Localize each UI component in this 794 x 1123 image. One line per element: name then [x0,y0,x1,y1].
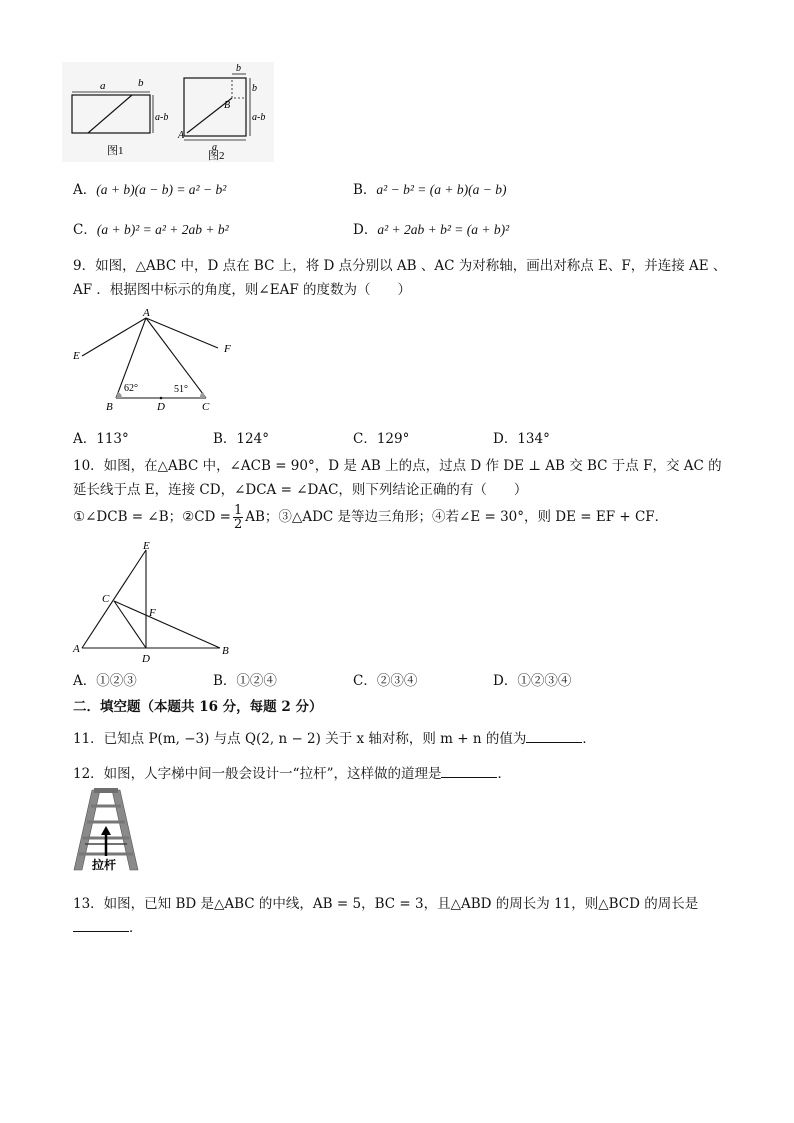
q9-option-c[interactable]: C．129° [353,431,410,447]
fig1-rect [72,95,150,133]
q13-stem-line2: ． [73,916,143,936]
q12-answer-blank[interactable] [441,765,497,778]
q9-option-d[interactable]: D．134° [493,431,550,447]
q10-option-d[interactable]: D．①②③④ [493,673,572,689]
figure-q8-svg [62,62,274,162]
fig2-label-B: B [224,100,231,111]
fig2-cut-square [232,78,246,98]
q10-label-D: D [142,653,150,665]
q10-label-F: F [149,607,156,619]
fig1-caption: 图1 [107,145,124,157]
q9-label-B: B [106,401,113,413]
q12-stem: 12．如图，人字梯中间一般会设计一“拉杆”，这样做的道理是 ． [73,766,511,782]
q10-stem-line1: 10．如图，在△ABC 中，∠ACB = 90°，D 是 AB 上的点，过点 D 作 DE ⊥ AB 交 BC 于点 F，交 AC 的 [73,458,722,474]
q13-answer-blank[interactable] [73,919,129,932]
q10-stem-line3: ①∠DCB = ∠B；②CD = $\frac{1}{2}$ AB；③△ADC 是等边三角形；④若∠E = 30°，则 DE = EF + CF． [73,503,669,532]
q9-label-A: A [143,307,150,319]
ladder-label: 拉杆 [92,858,117,872]
fig2-label-b-top: b [236,63,241,74]
q9-angle-B: 62° [124,383,138,394]
fig1-label-amb: a-b [155,112,169,123]
q10-option-a[interactable]: A．①②③ [73,673,137,689]
q8-option-c[interactable]: C．(a + b)² = a² + 2ab + b² [73,222,229,238]
ladder-image [70,786,142,874]
figure-q8 [62,62,274,162]
q9-label-C: C [202,401,210,413]
ladder-svg [70,786,142,874]
q9-label-F: F [224,343,231,355]
fig1-diagonal [88,95,132,133]
q11-stem: 11．已知点 P(m, −3) 与点 Q(2, n − 2) 关于 x 轴对称，则 m + n 的值为 ． [73,731,596,747]
q9-stem-line1: 9．如图，△ABC 中，D 点在 BC 上，将 D 点分别以 AB 、AC 为对称轴，画出对称点 E、F，并连接 AE 、 [73,258,727,274]
q9-label-E: E [73,350,80,362]
figure-q9 [70,306,250,416]
fig1-label-b: b [138,77,144,89]
section-heading-fill-in: 二．填空题（本题共 16 分，每题 2 分） [73,699,323,715]
q9-stem-line2: AF ．根据图中标示的角度，则∠EAF 的度数为（ ） [73,282,411,298]
q10-option-b[interactable]: B．①②④ [213,673,277,689]
fig2-label-a: a [212,142,217,153]
fig2-square [184,78,246,136]
q10-label-B: B [222,645,229,657]
fig2-label-A: A [178,130,185,141]
q8-option-a[interactable]: A．(a + b)(a − b) = a² − b² [73,182,227,198]
q8-option-b[interactable]: B．a² − b² = (a + b)(a − b) [353,182,507,198]
q10-option-c[interactable]: C．②③④ [353,673,418,689]
q9-angle-C: 51° [174,384,188,395]
q10-label-E: E [143,540,150,552]
q10-label-A: A [73,643,80,655]
q8-option-d[interactable]: D．a² + 2ab + b² = (a + b)² [353,222,510,238]
fig2-label-amb: a-b [252,112,266,123]
fig1-label-a: a [100,80,106,92]
fig2-label-b-right: b [252,83,257,94]
fraction-one-half: $\frac{1}{2}$ [233,503,243,532]
q10-stem-line2: 延长线于点 E，连接 CD，∠DCA = ∠DAC，则下列结论正确的有（ ） [73,482,528,498]
figure-q10-svg [70,538,240,666]
figure-q10 [70,538,240,666]
figure-q9-svg [70,306,250,416]
q9-option-a[interactable]: A．113° [73,431,129,447]
q10-label-C: C [102,593,110,605]
q13-stem-line1: 13．如图，已知 BD 是△ABC 的中线，AB = 5，BC = 3，且△ABD 的周长为 11，则△BCD 的周长是 [73,896,699,912]
q9-option-b[interactable]: B．124° [213,431,269,447]
fig2-caption: 图2 [208,150,225,162]
q11-answer-blank[interactable] [526,730,582,743]
q9-label-D: D [157,401,165,413]
